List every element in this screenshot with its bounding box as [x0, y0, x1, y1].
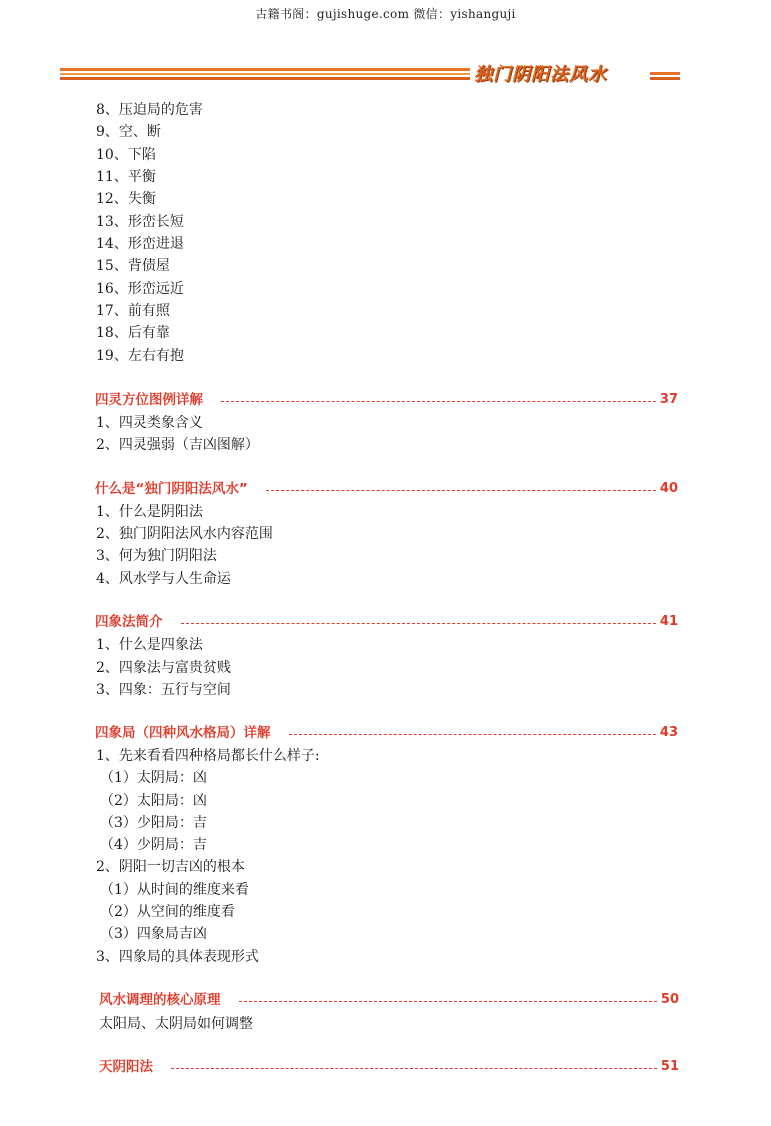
toc-subitem: （1）从时间的维度来看: [100, 882, 249, 898]
page-number: 41: [659, 614, 678, 629]
section-title: 风水调理的核心原理: [99, 992, 221, 1008]
toc-section-heading[interactable]: [99, 990, 679, 1010]
toc-item: 4、风水学与人生命运: [96, 571, 231, 587]
toc-item: 15、背债屋: [96, 258, 170, 274]
toc-subitem: （3）四象局吉凶: [100, 926, 207, 942]
toc-item: 16、形峦远近: [96, 281, 184, 297]
section-title: 四象局（四种风水格局）详解: [95, 725, 271, 741]
watermark: 古籍书阁：gujishuge.com 微信：yishanguji: [255, 7, 516, 21]
dotted-leader: [289, 734, 656, 735]
section-title: 天阴阳法: [99, 1059, 153, 1075]
toc-item: 3、四象：五行与空间: [96, 682, 231, 698]
toc-subitem: （2）太阳局：凶: [100, 793, 207, 809]
toc-section-heading[interactable]: [95, 612, 678, 632]
toc-item: 19、左右有抱: [96, 348, 184, 364]
toc-item: 1、先来看看四种格局都长什么样子:: [96, 748, 320, 764]
toc-section-heading[interactable]: [95, 479, 678, 499]
section-title: 什么是“独门阴阳法风水”: [95, 481, 248, 497]
toc-item: 2、独门阴阳法风水内容范围: [96, 526, 273, 542]
dotted-leader: [239, 1001, 657, 1002]
toc-item: 14、形峦进退: [96, 236, 184, 252]
page-number: 37: [659, 392, 678, 407]
toc-item: 3、四象局的具体表现形式: [96, 949, 259, 965]
toc-item: 2、四象法与富贵贫贱: [96, 660, 231, 676]
toc-subitem: （1）太阴局：凶: [100, 770, 207, 786]
toc-subitem: （3）少阳局：吉: [100, 815, 207, 831]
toc-item: 2、阴阳一切吉凶的根本: [96, 859, 245, 875]
toc-item: 11、平衡: [96, 169, 156, 185]
toc-item: 18、后有靠: [96, 325, 170, 341]
dotted-leader: [221, 401, 656, 402]
section-title: 四灵方位图例详解: [95, 392, 203, 408]
toc-item: 3、何为独门阴阳法: [96, 548, 217, 564]
toc-section-heading[interactable]: [99, 1057, 679, 1077]
toc-item: 10、下陷: [96, 147, 156, 163]
banner-stripes: [60, 68, 470, 82]
toc-subitem: （4）少阴局：吉: [100, 837, 207, 853]
toc-item: 17、前有照: [96, 303, 170, 319]
toc-section-heading[interactable]: [95, 723, 678, 743]
page-number: 51: [660, 1059, 679, 1074]
dotted-leader: [171, 1068, 657, 1069]
page-number: 50: [660, 992, 679, 1007]
toc-subitem: （2）从空间的维度看: [100, 904, 235, 920]
toc-item: 12、失衡: [96, 191, 156, 207]
banner-tail: [650, 72, 680, 80]
toc-item: 太阳局、太阴局如何调整: [99, 1016, 253, 1032]
toc-item: 1、什么是四象法: [96, 637, 203, 653]
toc-item: 9、空、断: [96, 124, 161, 140]
book-title: 独门阴阳法风水: [474, 64, 607, 85]
section-title: 四象法简介: [95, 614, 163, 630]
toc-item: 1、四灵类象含义: [96, 415, 203, 431]
page-number: 43: [659, 725, 678, 740]
toc-section-heading[interactable]: [95, 390, 678, 410]
toc-item: 2、四灵强弱（吉凶图解）: [96, 437, 259, 453]
toc-item: 13、形峦长短: [96, 214, 184, 230]
dotted-leader: [266, 490, 656, 491]
header-banner: [60, 62, 680, 88]
page-number: 40: [659, 481, 678, 496]
dotted-leader: [181, 623, 656, 624]
toc-item: 1、什么是阴阳法: [96, 504, 203, 520]
toc-item: 8、压迫局的危害: [96, 102, 203, 118]
